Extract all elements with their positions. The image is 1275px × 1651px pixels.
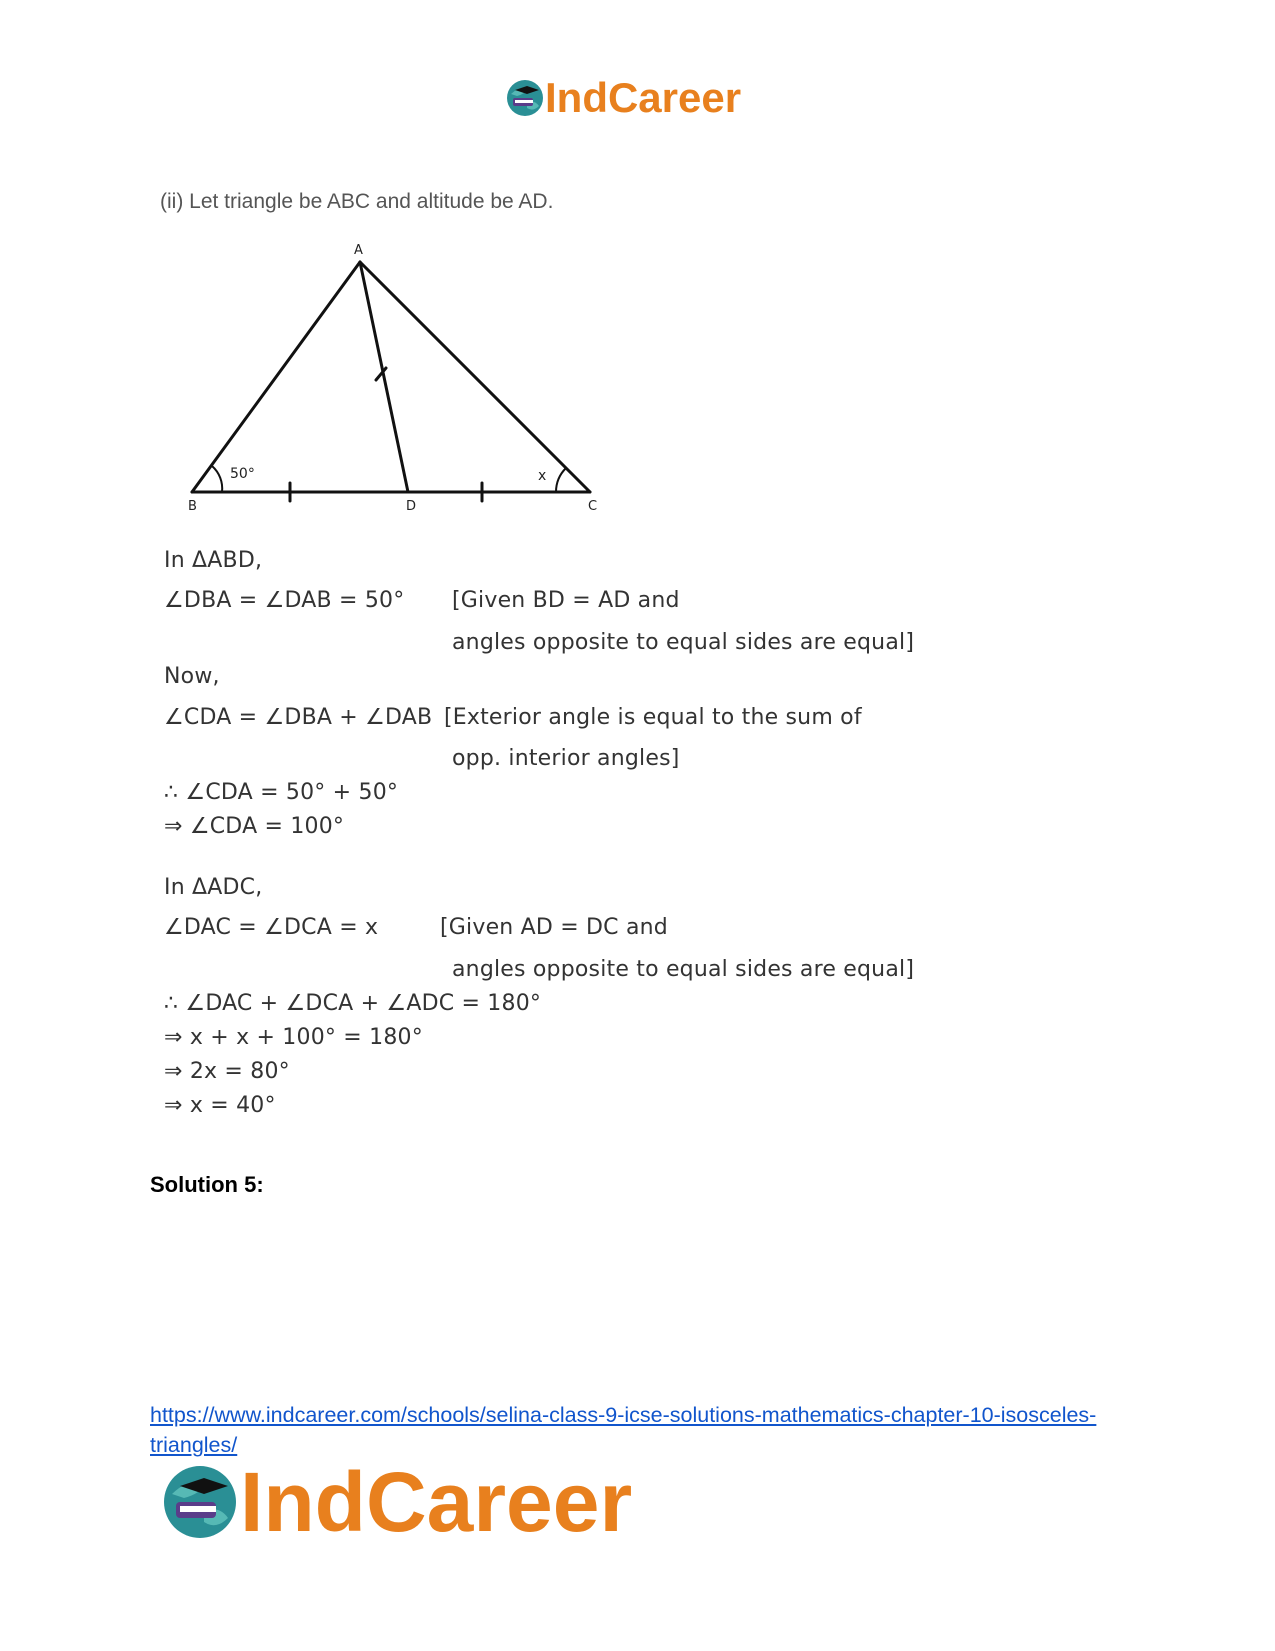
source-link[interactable]: https://www.indcareer.com/schools/selina-class-9-icse-solutions-mathematics-chapter-10-isosceles-triangles/ (150, 1403, 1097, 1457)
side-ab (192, 262, 360, 492)
header-logo (505, 74, 742, 121)
step-reason: angles opposite to equal sides are equal] (452, 630, 915, 655)
globe-book-icon (160, 1462, 240, 1542)
label-d: D (406, 499, 417, 510)
step-line: ⇒ x = 40° (164, 1093, 276, 1118)
step-line: Now, (164, 664, 220, 689)
globe-book-icon (505, 78, 545, 118)
logo-wordmark: IndCareer (545, 74, 742, 121)
angle-b-arc (212, 466, 222, 492)
step-line: ∴ ∠CDA = 50° + 50° (164, 780, 399, 805)
intro-text: (ii) Let triangle be ABC and altitude be AD. (160, 190, 554, 213)
step-line: ∠DAC = ∠DCA = x (164, 915, 379, 940)
step-line: ∠CDA = ∠DBA + ∠DAB (164, 705, 433, 730)
step-line: ∴ ∠DAC + ∠DCA + ∠ADC = 180° (164, 991, 542, 1016)
label-a: A (354, 243, 363, 258)
label-c: C (588, 499, 598, 510)
angle-c-label: x (538, 468, 547, 484)
solution-heading: Solution 5: (150, 1172, 264, 1197)
altitude-ad (360, 262, 408, 492)
step-reason: [Exterior angle is equal to the sum of (444, 705, 862, 730)
step-line: In ΔADC, (164, 875, 263, 900)
step-line: ⇒ 2x = 80° (164, 1059, 290, 1084)
logo-wordmark: IndCareer (240, 1455, 633, 1549)
step-reason: [Given BD = AD and (452, 588, 680, 613)
footer-logo (160, 1455, 633, 1549)
angle-c-arc (556, 468, 566, 492)
side-ac (360, 262, 590, 492)
step-reason: opp. interior angles] (452, 746, 680, 771)
step-reason: [Given AD = DC and (440, 915, 668, 940)
step-reason: angles opposite to equal sides are equal] (452, 957, 915, 982)
label-b: B (188, 499, 197, 510)
angle-b-label: 50° (230, 466, 255, 482)
step-line: ⇒ x + x + 100° = 180° (164, 1025, 423, 1050)
triangle-figure (180, 240, 620, 510)
step-line: ⇒ ∠CDA = 100° (164, 814, 345, 839)
step-line: In ΔABD, (164, 548, 263, 573)
step-line: ∠DBA = ∠DAB = 50° (164, 588, 405, 613)
